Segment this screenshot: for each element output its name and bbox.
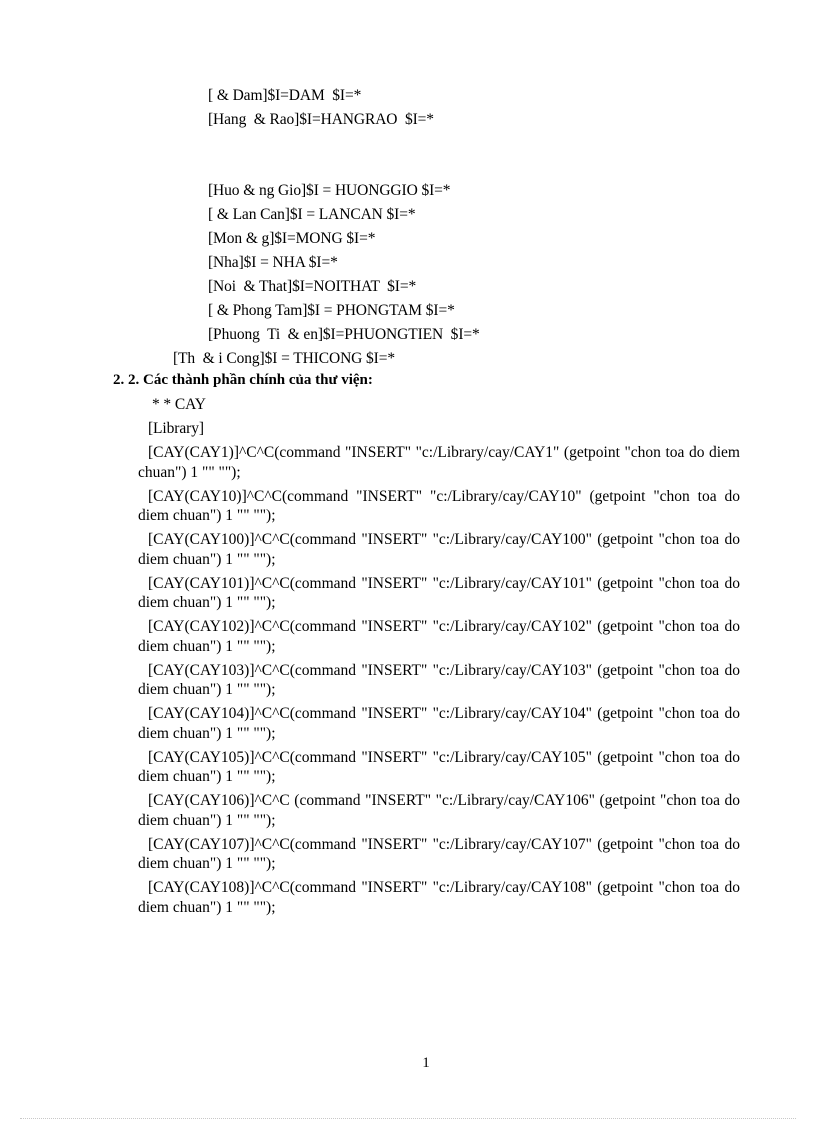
page-number: 1 <box>422 1055 430 1071</box>
library-entries <box>138 443 740 917</box>
menu-line: [Nha]$I = NHA $I=* <box>208 254 338 271</box>
library-entry: [CAY(CAY106)]^C^C (command "INSERT" "c:/Library/cay/CAY106" (getpoint "chon toa do diem chuan") 1 "" ""); <box>138 792 740 829</box>
library-entry: [CAY(CAY10)]^C^C(command "INSERT" "c:/Library/cay/CAY10" (getpoint "chon toa do diem chuan") 1 "" ""); <box>138 487 740 524</box>
library-entry: [CAY(CAY107)]^C^C(command "INSERT" "c:/Library/cay/CAY107" (getpoint "chon toa do diem chuan") 1 "" ""); <box>138 835 740 872</box>
cay-header: * * CAY <box>152 396 206 413</box>
library-entry: [CAY(CAY108)]^C^C(command "INSERT" "c:/Library/cay/CAY108" (getpoint "chon toa do diem chuan") 1 "" ""); <box>138 879 740 916</box>
menu-line: [Th & i Cong]$I = THICONG $I=* <box>173 350 396 367</box>
library-entry: [CAY(CAY105)]^C^C(command "INSERT" "c:/Library/cay/CAY105" (getpoint "chon toa do diem chuan") 1 "" ""); <box>138 748 740 785</box>
library-entry: [CAY(CAY102)]^C^C(command "INSERT" "c:/Library/cay/CAY102" (getpoint "chon toa do diem chuan") 1 "" ""); <box>138 618 740 655</box>
library-entry: [CAY(CAY104)]^C^C(command "INSERT" "c:/Library/cay/CAY104" (getpoint "chon toa do diem chuan") 1 "" ""); <box>138 705 740 742</box>
library-entry: [CAY(CAY1)]^C^C(command "INSERT" "c:/Library/cay/CAY1" (getpoint "chon toa do diem chuan") 1 "" ""); <box>138 444 740 481</box>
library-entry: [CAY(CAY101)]^C^C(command "INSERT" "c:/Library/cay/CAY101" (getpoint "chon toa do diem chuan") 1 "" ""); <box>138 574 740 611</box>
menu-line: [ & Phong Tam]$I = PHONGTAM $I=* <box>208 302 455 319</box>
library-entry: [CAY(CAY103)]^C^C(command "INSERT" "c:/Library/cay/CAY103" (getpoint "chon toa do diem chuan") 1 "" ""); <box>138 661 740 698</box>
footer-rule <box>20 1118 796 1119</box>
library-entry: [CAY(CAY100)]^C^C(command "INSERT" "c:/Library/cay/CAY100" (getpoint "chon toa do diem chuan") 1 "" ""); <box>138 531 740 568</box>
section-heading: 2. 2. Các thành phần chính của thư viện: <box>113 372 373 388</box>
menu-line: [Huo & ng Gio]$I = HUONGGIO $I=* <box>208 182 451 199</box>
library-tag: [Library] <box>148 420 204 437</box>
menu-line: [Hang & Rao]$I=HANGRAO $I=* <box>208 111 434 128</box>
menu-line: [Noi & That]$I=NOITHAT $I=* <box>208 278 417 295</box>
menu-line: [Phuong Ti & en]$I=PHUONGTIEN $I=* <box>208 326 480 343</box>
menu-line: [ & Dam]$I=DAM $I=* <box>208 87 362 104</box>
menu-line: [Mon & g]$I=MONG $I=* <box>208 230 376 247</box>
menu-line: [ & Lan Can]$I = LANCAN $I=* <box>208 206 416 223</box>
